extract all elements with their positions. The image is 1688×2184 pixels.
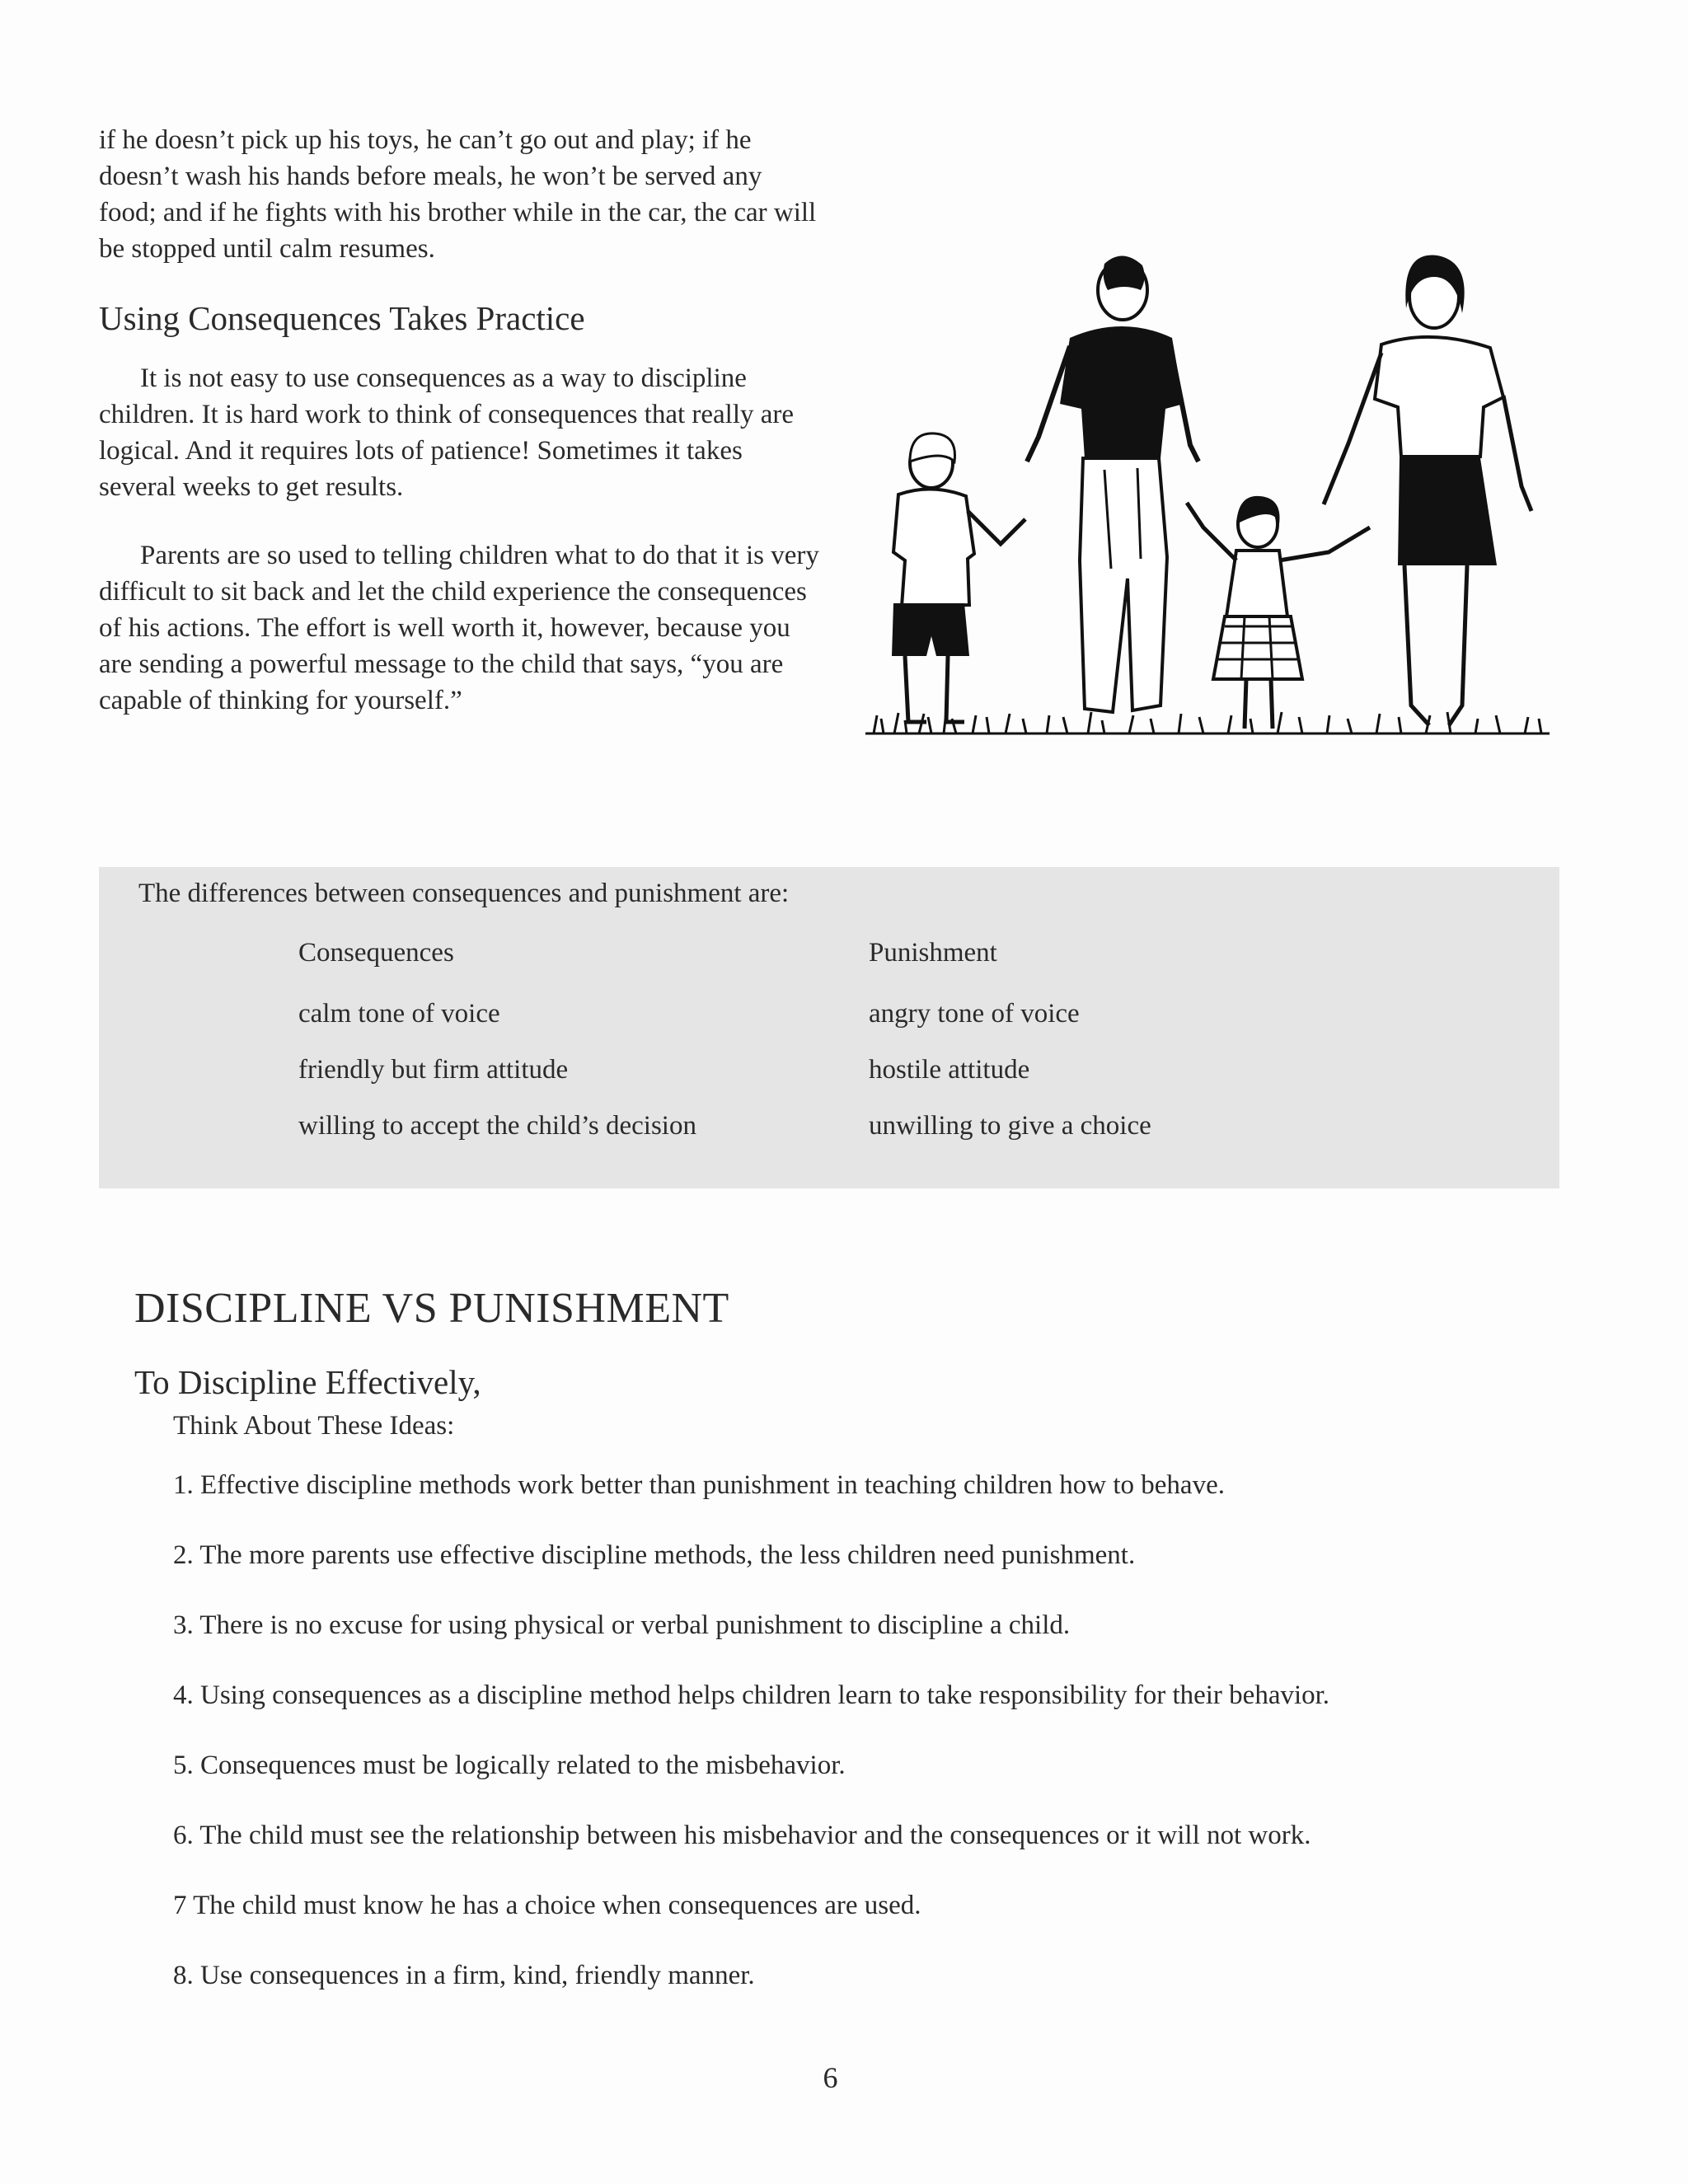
idea-item: 4. Using consequences as a discipline method helps children learn to take responsibility for their behavior.: [173, 1680, 1330, 1710]
section-subtitle: To Discipline Effectively,: [134, 1363, 481, 1401]
idea-item: 7 The child must know he has a choice when consequences are used.: [173, 1891, 921, 1920]
consequences-heading: Consequences: [298, 938, 454, 968]
intro-paragraph: if he doesn’t pick up his toys, he can’t go out and play; if he doesn’t wash his hands before meals, he won’t be served any food; and if he fights with his brother while in the car, the car will be stopped until calm resumes.: [99, 125, 817, 264]
idea-item: 6. The child must see the relationship between his misbehavior and the consequences or it will not work.: [173, 1821, 1311, 1850]
father-figure: [1027, 255, 1198, 712]
mother-figure: [1324, 255, 1531, 725]
idea-item: 3. There is no excuse for using physical or verbal punishment to discipline a child.: [173, 1610, 1071, 1640]
punishment-column: [869, 938, 1151, 1165]
punishment-item: angry tone of voice: [869, 999, 1080, 1029]
practice-heading: Using Consequences Takes Practice: [99, 299, 585, 337]
consequences-column: [298, 938, 696, 1165]
section-title: DISCIPLINE VS PUNISHMENT: [134, 1285, 729, 1332]
grass: [865, 712, 1550, 733]
consequences-item: friendly but firm attitude: [298, 1055, 569, 1085]
comparison-intro: The differences between consequences and punishment are:: [138, 879, 790, 908]
page-number: 6: [823, 2061, 838, 2094]
practice-paragraph-2: Parents are so used to telling children what to do that it is very difficult to sit back and let the child experience the consequences of his actions. The effort is well worth it, however, because you are sending a powerful message to the child that says, “you are capable of thinking for yourself.”: [99, 541, 819, 715]
punishment-item: unwilling to give a choice: [869, 1111, 1151, 1141]
ideas-list: [173, 1467, 1574, 2027]
punishment-heading: Punishment: [869, 938, 997, 968]
idea-item: 2. The more parents use effective discipline methods, the less children need punishment.: [173, 1540, 1136, 1570]
punishment-item: hostile attitude: [869, 1055, 1030, 1085]
family-walking-illustration: [857, 247, 1558, 742]
consequences-item: willing to accept the child’s decision: [298, 1111, 696, 1141]
practice-paragraph-1: It is not easy to use consequences as a way to discipline children. It is hard work to think of consequences that really are logical. And it requires lots of patience! Sometimes it takes several weeks to get results.: [99, 363, 795, 502]
consequences-item: calm tone of voice: [298, 999, 500, 1029]
comparison-box: [99, 867, 1559, 1188]
boy-figure: [892, 434, 1025, 722]
idea-item: 8. Use consequences in a firm, kind, friendly manner.: [173, 1961, 755, 1990]
idea-item: 5. Consequences must be logically related to the misbehavior.: [173, 1750, 846, 1780]
section-subintro: Think About These Ideas:: [173, 1411, 455, 1441]
idea-item: 1. Effective discipline methods work better than punishment in teaching children how to behave.: [173, 1470, 1225, 1500]
girl-figure: [1187, 496, 1370, 729]
